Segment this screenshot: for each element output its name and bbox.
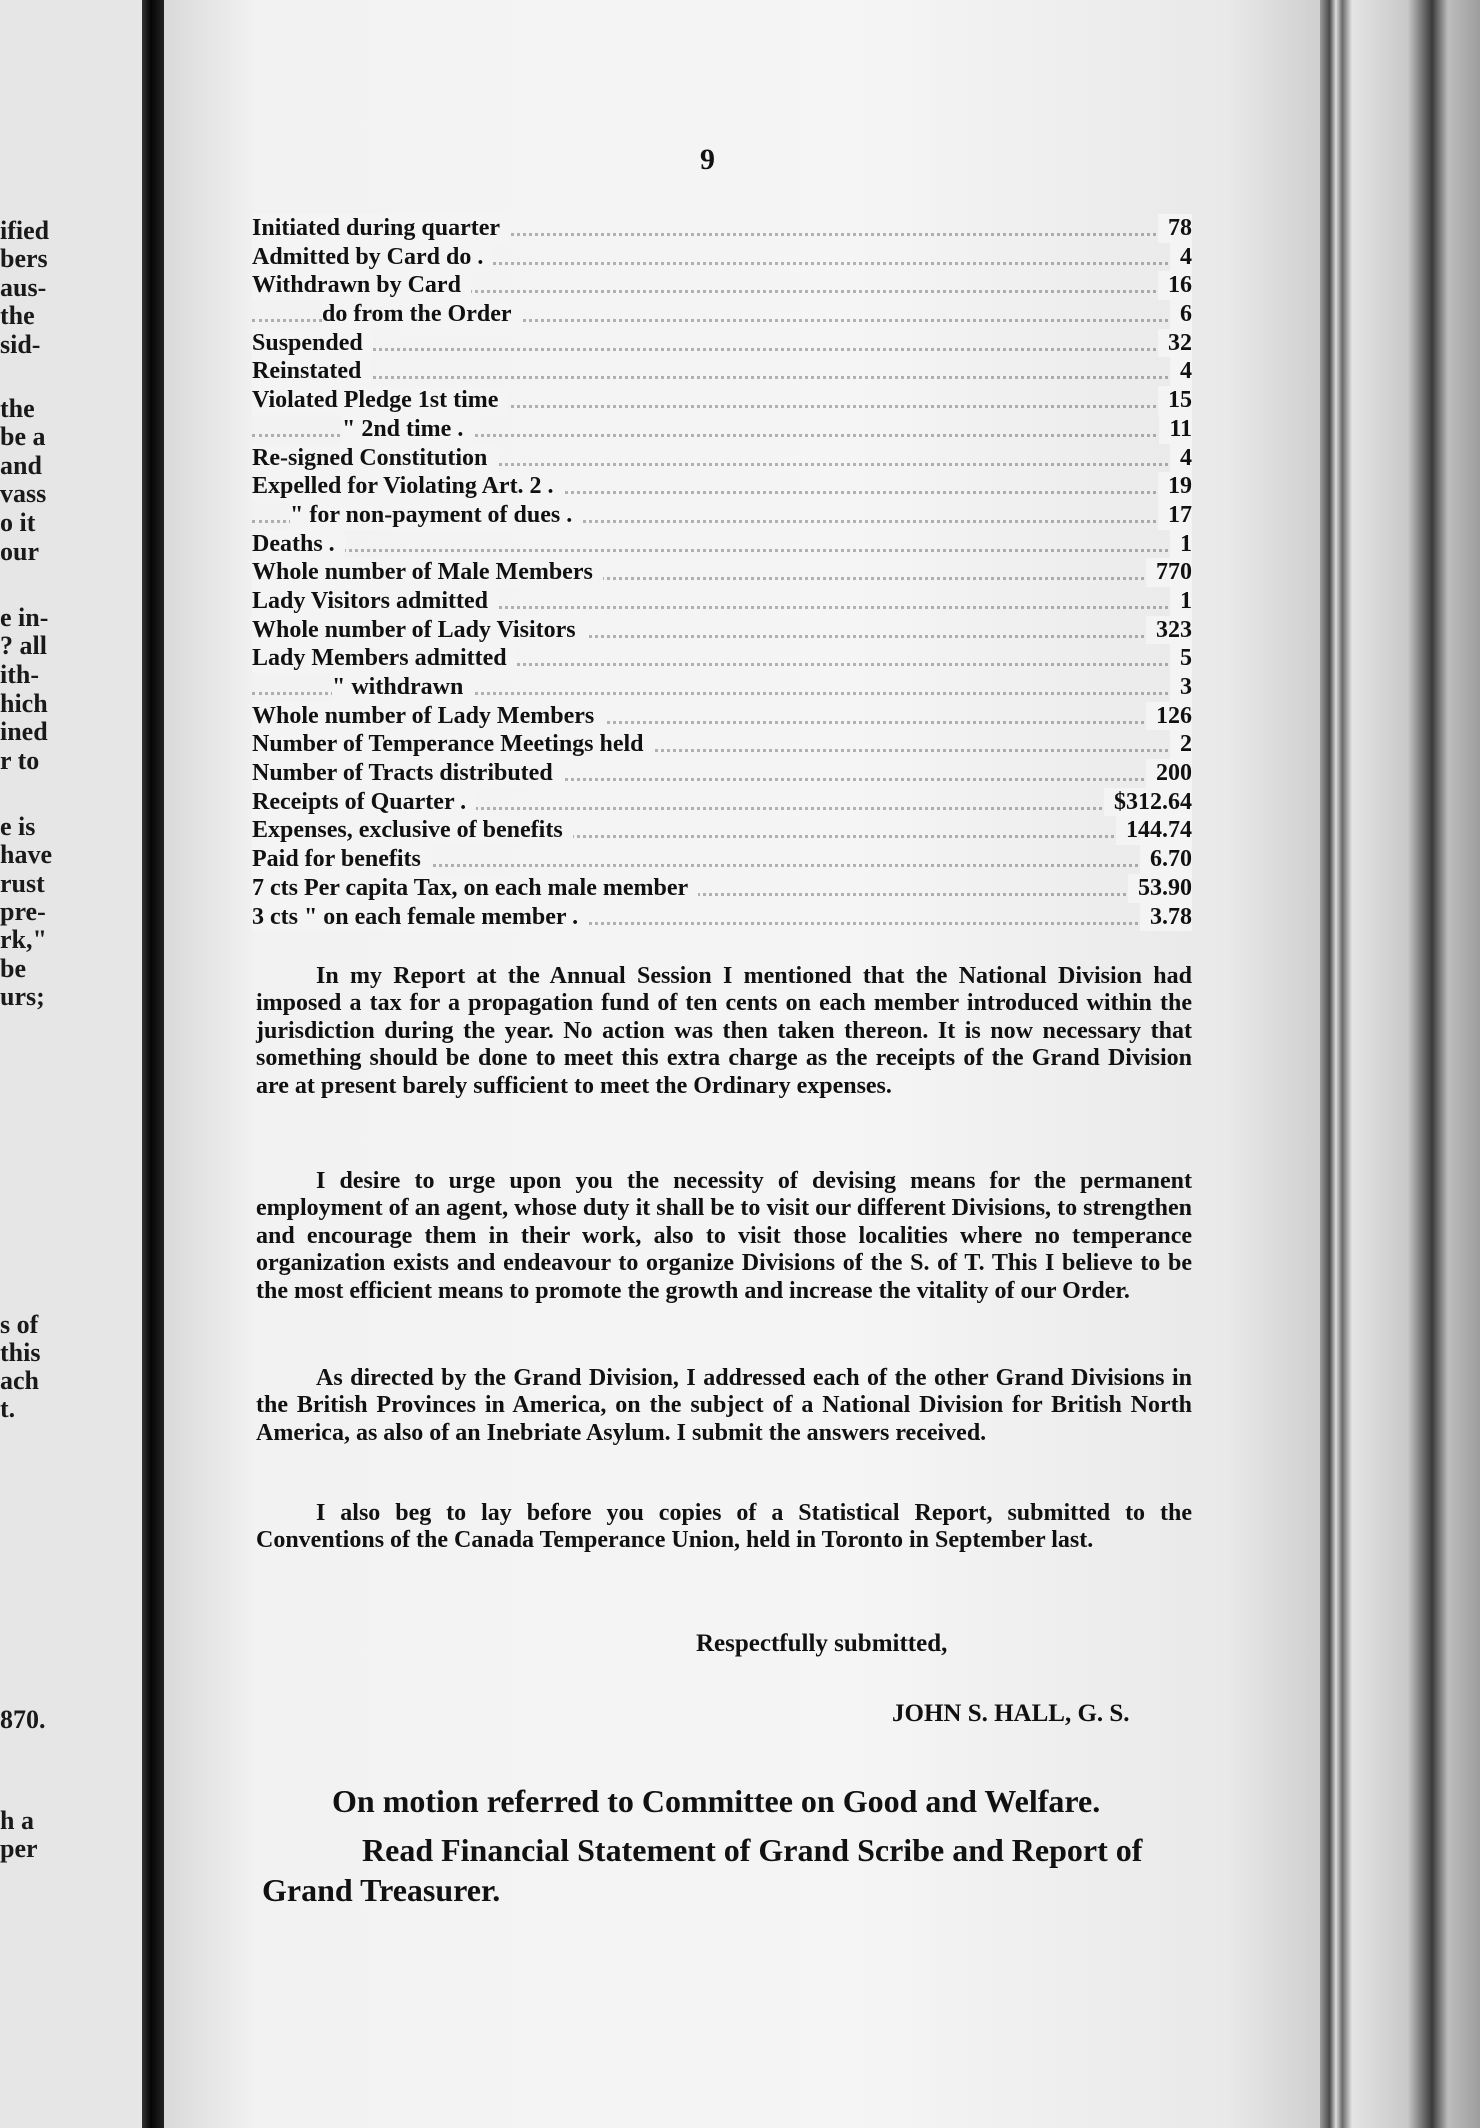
- minutes-motion: On motion referred to Committee on Good and Welfare.: [332, 1783, 1101, 1819]
- stat-label: Whole number of Lady Visitors: [252, 616, 586, 645]
- previous-page-fragment: vass: [0, 479, 47, 508]
- stat-label: Number of Temperance Meetings held: [252, 730, 654, 759]
- page-number: 9: [700, 143, 715, 176]
- stat-row: [252, 243, 1192, 272]
- stat-label: Withdrawn by Card: [252, 271, 471, 300]
- leader-dots: [252, 357, 1192, 379]
- stat-value: 6: [1170, 300, 1192, 329]
- stat-row: [252, 816, 1192, 845]
- page-edges-right: [1320, 0, 1480, 2128]
- previous-page-fragment: the: [0, 301, 35, 330]
- stat-value: 17: [1158, 501, 1192, 530]
- previous-page-fragment: this: [0, 1338, 41, 1367]
- stat-value: 200: [1146, 759, 1192, 788]
- paragraph-statistical-report: I also beg to lay before you copies of a Statistical Report, submitted to the Conventions of the Canada Temperance Union, held in Toronto in September last.: [256, 1500, 1192, 1554]
- stat-value: $312.64: [1104, 788, 1192, 817]
- stat-row: [252, 759, 1192, 788]
- previous-page-fragment: h a: [0, 1806, 34, 1835]
- stat-label: Violated Pledge 1st time: [252, 386, 508, 415]
- stat-value: 1: [1170, 530, 1192, 559]
- stat-value: 16: [1158, 271, 1192, 300]
- stat-row: [252, 357, 1192, 386]
- previous-page-fragment: our: [0, 537, 39, 566]
- stat-value: 19: [1158, 472, 1192, 501]
- previous-page-fragment: ith-: [0, 660, 39, 689]
- paragraph-national-division-tax: In my Report at the Annual Session I mentioned that the National Division had imposed a tax for a propagation fund of ten cents on each member introduced within the jurisdiction during the year. No action was then taken thereon. It is now necessary that something should be done to meet this extra charge as the receipts of the Grand Division are at present barely sufficient to meet the Ordinary expenses.: [256, 963, 1192, 1099]
- stat-row: [252, 730, 1192, 759]
- previous-page-fragment: hich: [0, 689, 48, 718]
- stat-label: Receipts of Quarter .: [252, 788, 476, 817]
- stat-label: 7 cts Per capita Tax, on each male member: [252, 874, 698, 903]
- stat-row: [252, 214, 1192, 243]
- previous-page-fragment: per: [0, 1834, 38, 1863]
- stat-label: Paid for benefits: [252, 845, 431, 874]
- previous-page-fragment: s of: [0, 1310, 39, 1339]
- stat-row: [252, 558, 1192, 587]
- previous-page-fragment: sid-: [0, 330, 41, 359]
- previous-page-fragment: rust: [0, 869, 45, 898]
- stat-row: [252, 415, 1192, 444]
- stat-row: [252, 530, 1192, 559]
- stat-row: [252, 329, 1192, 358]
- stat-row: [252, 845, 1192, 874]
- stat-row: [252, 386, 1192, 415]
- stat-label: Whole number of Lady Members: [252, 702, 604, 731]
- stat-row: [252, 644, 1192, 673]
- book-gutter: [142, 0, 164, 2128]
- stat-row: [252, 788, 1192, 817]
- stat-value: 770: [1146, 558, 1192, 587]
- signature: JOHN S. HALL, G. S.: [892, 1700, 1130, 1727]
- stat-value: 4: [1170, 243, 1192, 272]
- previous-page-fragment: o it: [0, 508, 36, 537]
- previous-page-fragment: rk,": [0, 925, 47, 954]
- stat-row: [252, 271, 1192, 300]
- previous-page-fragment: be: [0, 954, 26, 983]
- stat-value: 15: [1158, 386, 1192, 415]
- minutes-read-line-1: Read Financial Statement of Grand Scribe and Report of: [362, 1832, 1143, 1868]
- previous-page-fragment: ach: [0, 1366, 39, 1395]
- stat-label: Deaths .: [252, 530, 345, 559]
- stat-row: [252, 472, 1192, 501]
- stat-value: 4: [1170, 444, 1192, 473]
- stat-value: 1: [1170, 587, 1192, 616]
- previous-page-fragment: have: [0, 840, 52, 869]
- stat-value: 6.70: [1140, 845, 1192, 874]
- minutes-read-line-2: Grand Treasurer.: [262, 1872, 501, 1908]
- previous-page-fragment: ified: [0, 216, 50, 245]
- stat-label: Whole number of Male Members: [252, 558, 603, 587]
- stat-value: 3: [1170, 673, 1192, 702]
- stat-label: " for non-payment of dues .: [290, 501, 582, 530]
- stat-value: 53.90: [1128, 874, 1192, 903]
- stat-label: Suspended: [252, 329, 373, 358]
- previous-page-fragment: urs;: [0, 982, 45, 1011]
- stat-label: Admitted by Card do .: [252, 243, 493, 272]
- stat-value: 2: [1170, 730, 1192, 759]
- paragraph-grand-divisions: As directed by the Grand Division, I addressed each of the other Grand Divisions in the British Provinces in America, on the subject of a National Division for British North America, as also of an Inebriate Asylum. I submit the answers received.: [256, 1365, 1192, 1446]
- previous-page-fragment: pre-: [0, 897, 46, 926]
- stat-row: [252, 673, 1192, 702]
- previous-page-fragment: be a: [0, 422, 46, 451]
- previous-page-edge: [0, 0, 150, 2128]
- stat-row: [252, 501, 1192, 530]
- stat-value: 11: [1159, 415, 1192, 444]
- stat-label: Reinstated: [252, 357, 371, 386]
- stat-row: [252, 702, 1192, 731]
- previous-page-fragment: t.: [0, 1394, 16, 1423]
- previous-page-fragment: e is: [0, 812, 36, 841]
- stat-value: 78: [1158, 214, 1192, 243]
- stat-value: 323: [1146, 616, 1192, 645]
- previous-page-fragment: the: [0, 394, 35, 423]
- stat-label: do from the Order: [322, 300, 522, 329]
- stat-row: [252, 587, 1192, 616]
- stat-label: Lady Members admitted: [252, 644, 517, 673]
- stat-value: 126: [1146, 702, 1192, 731]
- previous-page-fragment: ? all: [0, 631, 47, 660]
- stat-row: [252, 874, 1192, 903]
- stat-label: Initiated during quarter: [252, 214, 510, 243]
- previous-page-fragment: r to: [0, 746, 40, 775]
- stat-label: Lady Visitors admitted: [252, 587, 498, 616]
- stat-label: Expenses, exclusive of benefits: [252, 816, 573, 845]
- paragraph-agent-employment: I desire to urge upon you the necessity of devising means for the permanent employment of an agent, whose duty it shall be to visit our different Divisions, to strengthen and encourage them in their work, also to visit those localities where no temperance organization exists and endeavour to organize Divisions of the S. of T. This I believe to be the most efficient means to promote the growth and increase the vitality of our Order.: [256, 1168, 1192, 1304]
- leader-dots: [252, 530, 1192, 552]
- leader-dots: [252, 329, 1192, 351]
- statistics-table: [252, 214, 1192, 931]
- previous-page-fragment: 870.: [0, 1705, 46, 1734]
- stat-label: " withdrawn: [332, 673, 473, 702]
- stat-value: 144.74: [1116, 816, 1192, 845]
- stat-value: 5: [1170, 644, 1192, 673]
- previous-page-fragment: ined: [0, 717, 48, 746]
- stat-value: 4: [1170, 357, 1192, 386]
- closing-salutation: Respectfully submitted,: [696, 1630, 948, 1657]
- previous-page-fragment: e in-: [0, 603, 49, 632]
- stat-value: 32: [1158, 329, 1192, 358]
- stat-label: Expelled for Violating Art. 2 .: [252, 472, 564, 501]
- stat-row: [252, 300, 1192, 329]
- previous-page-fragment: bers: [0, 244, 48, 273]
- stat-label: Number of Tracts distributed: [252, 759, 563, 788]
- stat-label: Re-signed Constitution: [252, 444, 497, 473]
- previous-page-fragment: aus-: [0, 273, 47, 302]
- stat-label: " 2nd time .: [342, 415, 473, 444]
- stat-row: [252, 616, 1192, 645]
- stat-label: 3 cts " on each female member .: [252, 903, 588, 932]
- stat-row: [252, 903, 1192, 932]
- previous-page-fragment: and: [0, 451, 42, 480]
- stat-value: 3.78: [1140, 903, 1192, 932]
- stat-row: [252, 444, 1192, 473]
